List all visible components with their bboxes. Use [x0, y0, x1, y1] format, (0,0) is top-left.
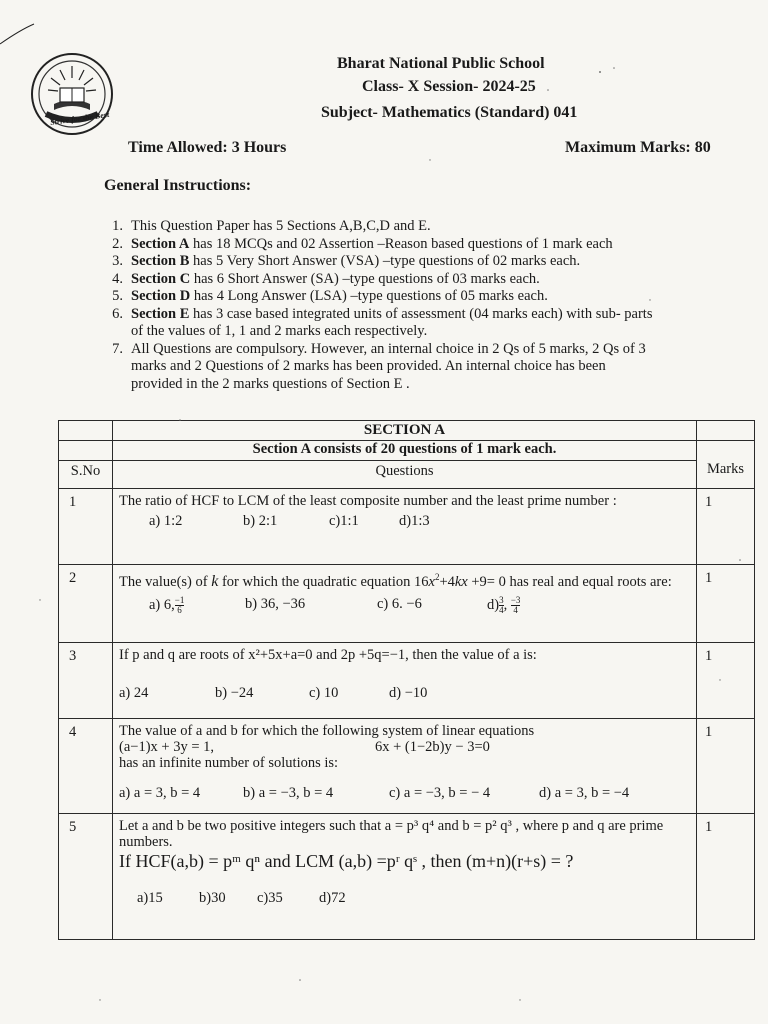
question-text: If p and q are roots of x²+5x+a=0 and 2p +5q=−1, then the value of a is:	[119, 647, 537, 663]
school-name: Bharat National Public School	[337, 55, 545, 72]
instruction-item: 3. Section B has 5 Very Short Answer (VSA) –type questions of 02 marks each.	[112, 253, 581, 269]
equation-row: (a−1)x + 3y = 1, 6x + (1−2b)y − 3=0	[119, 739, 490, 755]
table-row	[59, 719, 755, 814]
subject-title: Subject- Mathematics (Standard) 041	[321, 104, 578, 121]
question-cell	[113, 643, 697, 719]
question-options: a) 6, $\frac{-1}{6}$ b) 36, −36 c) 6. −6 d) $\frac{3}{4}$ , $\frac{-3}{4}$	[149, 594, 521, 615]
question-cell	[113, 814, 697, 940]
question-text: The value of a and b for which the following system of linear equations	[119, 723, 535, 739]
question-text: The value(s) of k for which the quadratic equation $16x^2+4kx +9= 0$ has real and equal roots are:	[119, 572, 672, 590]
question-marks: 1	[697, 814, 755, 940]
instruction-item: 2. Section A has 18 MCQs and 02 Assertion –Reason based questions of 1 mark each	[112, 235, 613, 252]
time-allowed: Time Allowed: 3 Hours	[128, 139, 287, 156]
logo-motto: Strive for the Best	[49, 109, 110, 128]
question-cell	[113, 565, 697, 643]
question-cell	[113, 489, 697, 565]
instruction-item: 1. This Question Paper has 5 Sections A,B,C,D and E.	[112, 218, 431, 234]
table-row	[59, 643, 755, 719]
question-cell: The value of a and b for which the following system of linear equations (a−1)x + 3y = 1, 6x + (1−2b)y − 3=0 has an infinite number of solutions is: a) a = 3, b = 4 b) a = −3, b = 4 c) a = −3, b = − 4 d) a = 3, b = −4	[113, 719, 697, 814]
question-number: 1	[59, 489, 113, 565]
table-row	[59, 489, 755, 565]
section-title: SECTION A	[113, 421, 697, 441]
instruction-item: 7. All Questions are compulsory. However, an internal choice in 2 Qs of 5 marks, 2 Qs of 3 marks and 2 Questions of 2 marks has been provided. An internal choice has been provided in the 2 marks questions of Section E .	[112, 340, 646, 392]
col-questions-header: Questions	[113, 461, 697, 489]
question-marks: 1	[697, 719, 755, 814]
question-text: The ratio of HCF to LCM of the least composite number and the least prime number :	[119, 493, 617, 509]
question-number: 3	[59, 643, 113, 719]
question-number: 5	[59, 814, 113, 940]
table-row	[59, 565, 755, 643]
col-sno-header: S.No	[59, 461, 113, 489]
instruction-item: 4. Section C has 6 Short Answer (SA) –type questions of 03 marks each.	[112, 270, 540, 287]
question-number: 2	[59, 565, 113, 643]
question-options: a) a = 3, b = 4 b) a = −3, b = 4 c) a = −3, b = − 4 d) a = 3, b = −4	[119, 785, 630, 801]
question-options: a) 1:2 b) 2:1 c)1:1 d)1:3	[149, 513, 430, 529]
max-marks: Maximum Marks: 80	[565, 139, 711, 156]
instruction-item: 5. Section D has 4 Long Answer (LSA) –type questions of 05 marks each.	[112, 288, 548, 304]
col-marks-header: Marks	[697, 461, 755, 489]
question-marks: 1	[697, 643, 755, 719]
class-session: Class- X Session- 2024-25	[362, 78, 536, 95]
instruction-item: 6. Section E has 3 case based integrated units of assessment (04 marks each) with sub- parts of the values of 1, 1 and 2 marks each respectively.	[112, 305, 653, 339]
question-text: Let a and b be two positive integers such that a = p³ q⁴ and b = p² q³ , where p and q are prime numbers.	[119, 818, 664, 850]
question-marks: 1	[697, 489, 755, 565]
question-options: a) 24 b) −24 c) 10 d) −10	[119, 685, 428, 701]
question-marks: 1	[697, 565, 755, 643]
question-options: a)15 b)30 c)35 d)72	[137, 890, 346, 906]
instructions-list	[94, 218, 734, 393]
question-text-large: If HCF(a,b) = pᵐ qⁿ and LCM (a,b) =pʳ qˢ , then (m+n)(r+s) = ?	[119, 851, 574, 871]
question-number: 4	[59, 719, 113, 814]
table-row	[59, 814, 755, 940]
instructions-title: General Instructions:	[104, 177, 252, 194]
question-table	[58, 420, 754, 940]
section-subtitle: Section A consists of 20 questions of 1 mark each.	[113, 441, 697, 461]
